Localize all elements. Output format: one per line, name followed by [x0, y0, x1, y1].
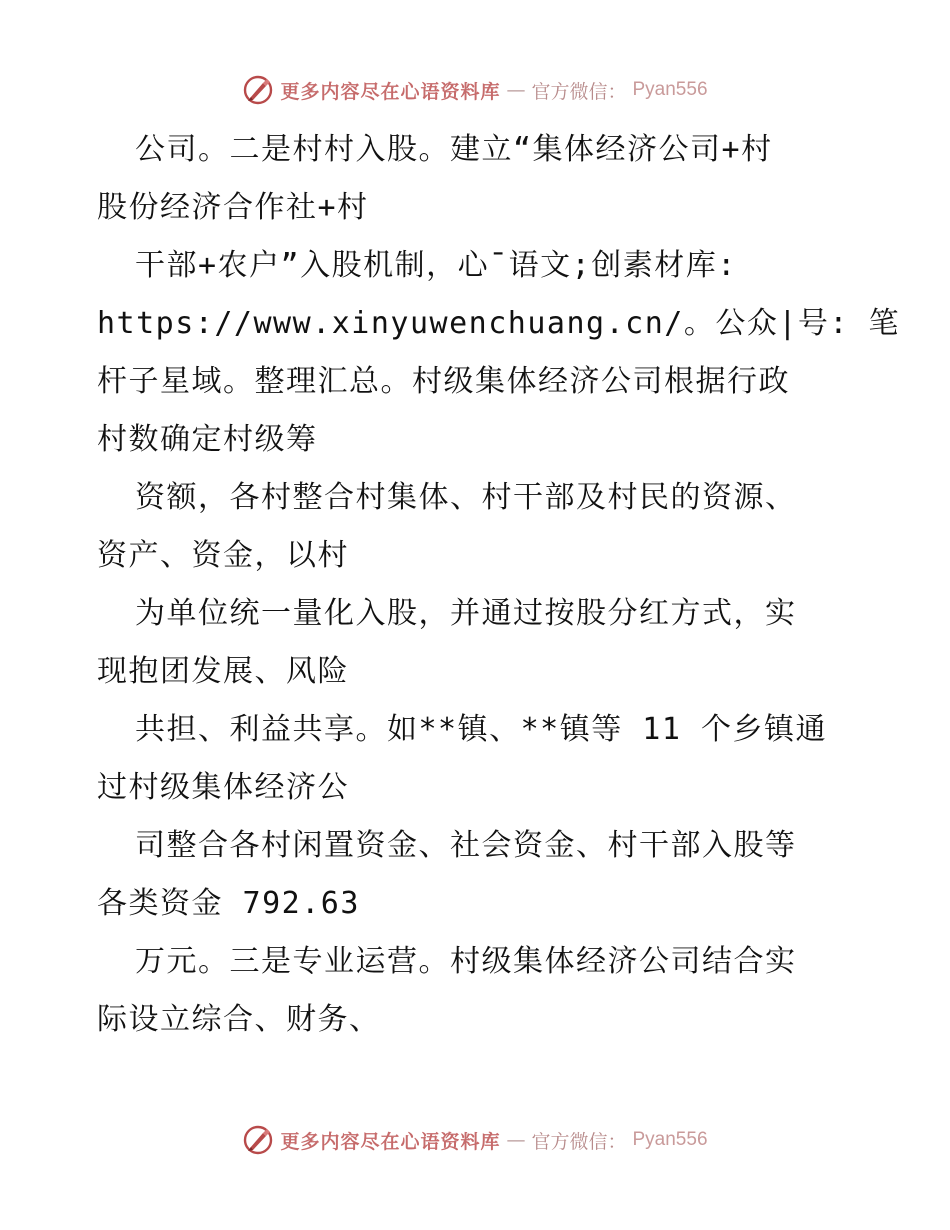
text-line: 过村级集体经济公: [97, 770, 349, 805]
text-line: 司整合各村闲置资金、社会资金、村干部入股等: [135, 828, 797, 863]
body-text: [97, 121, 901, 1049]
watermark-main-text: 更多内容尽在心语资料库: [280, 80, 501, 103]
watermark-dash: —: [506, 79, 526, 101]
text-line: 各类资金 792.63: [97, 886, 360, 921]
pen-logo-icon: [242, 74, 274, 106]
text-line: 际设立综合、财务、: [97, 1002, 381, 1037]
header-watermark: [0, 70, 950, 110]
text-line: 万元。三是专业运营。村级集体经济公司结合实: [135, 944, 797, 979]
watermark-sub-text: 官方微信：: [531, 1130, 627, 1153]
text-line: 现抱团发展、风险: [97, 654, 349, 689]
watermark-sub-text: 官方微信：: [531, 80, 627, 103]
text-line: 干部+农户”入股机制，心¯语文;创素材库:: [135, 248, 737, 283]
text-line: 公司。二是村村入股。建立“集体经济公司+村: [135, 132, 773, 167]
text-line: 共担、利益共享。如**镇、**镇等 11 个乡镇通: [135, 712, 827, 747]
text-line: https://www.xinyuwenchuang.cn/。公众|号: 笔: [97, 306, 901, 341]
text-line: 股份经济合作社+村: [97, 190, 369, 225]
watermark-dash: —: [506, 1129, 526, 1151]
text-line: 杆子星域。整理汇总。村级集体经济公司根据行政: [97, 364, 790, 399]
watermark-wechat-id: Pyan556: [632, 79, 708, 100]
pen-logo-icon: [242, 1124, 274, 1156]
text-line: 资产、资金，以村: [97, 538, 349, 573]
watermark-main-text: 更多内容尽在心语资料库: [280, 1130, 501, 1153]
footer-watermark: [0, 1120, 950, 1160]
text-line: 为单位统一量化入股，并通过按股分红方式，实: [135, 596, 797, 631]
watermark-wechat-id: Pyan556: [632, 1129, 708, 1150]
text-line: 村数确定村级筹: [97, 422, 318, 457]
text-line: 资额，各村整合村集体、村干部及村民的资源、: [135, 480, 797, 515]
